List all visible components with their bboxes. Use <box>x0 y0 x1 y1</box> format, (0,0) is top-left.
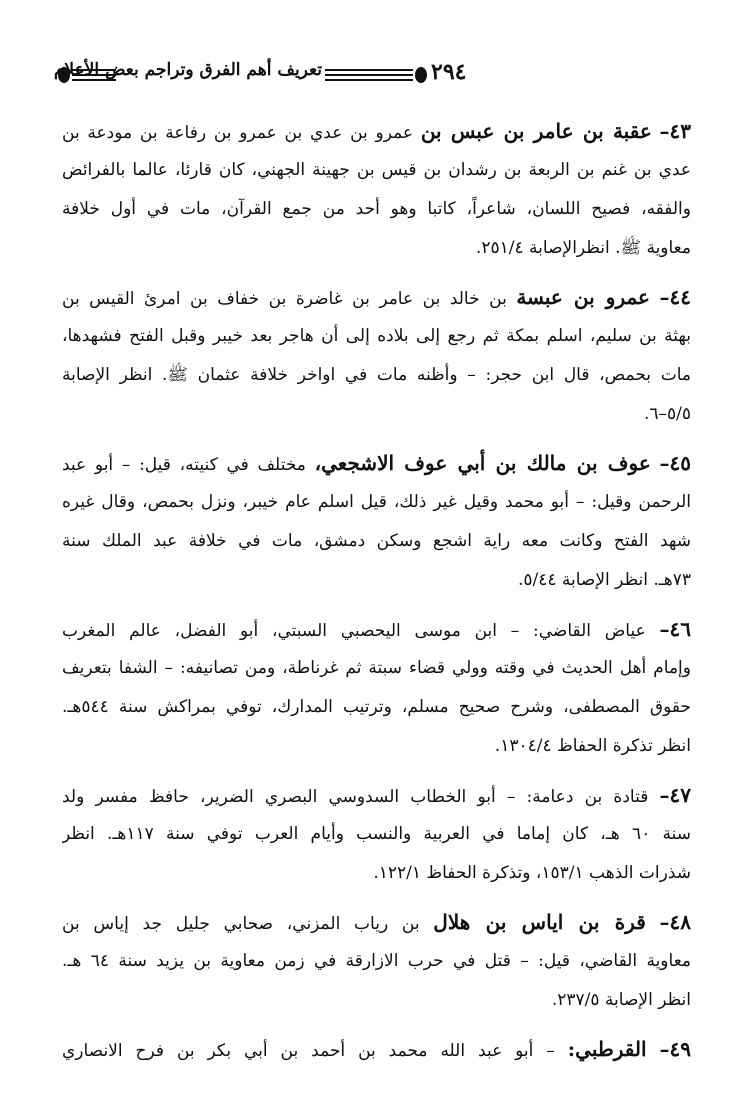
biography-entry-49 <box>62 1030 691 1069</box>
biography-entry-44 <box>62 278 691 434</box>
biography-entry-43 <box>62 112 691 268</box>
entry-text: – أبو عبد الله محمد بن أحمد بن أبي بكر بن فرح الانصاري <box>62 1041 555 1061</box>
entry-number: ٤٩– <box>659 1037 691 1061</box>
entry-line <box>62 278 691 317</box>
header-ornament-bullet <box>415 67 427 83</box>
entry-text: عياض القاضي: – ابن موسى اليحصبي السبتي، أبو الفضل، عالم المغرب <box>62 621 646 641</box>
entry-line: معاوية القاضي، قيل: – قتل في حرب الازارقة في زمن معاوية بن يزيد سنة ٦٤ هـ. <box>62 951 691 971</box>
entry-text: قتادة بن دعامة: – أبو الخطاب السدوسي البصري الضرير، حافظ مفسر ولد <box>62 787 649 807</box>
entry-line: بهثة بن سليم، اسلم بمكة ثم رجع إلى بلاده إلى أن هاجر بعد خيبر وقبل الفتح فشهدها، <box>62 326 691 346</box>
entry-number: ٤٦– <box>659 617 691 641</box>
entry-number: ٤٣– <box>659 119 691 143</box>
entry-line: حقوق المصطفى، وشرح صحيح مسلم، وترتيب المدارك، توفي بمراكش سنة ٥٤٤هـ. <box>62 697 691 717</box>
entry-line: ٥/٥–٦. <box>643 404 691 424</box>
entry-line: عدي بن غنم بن الربعة بن رشدان بن قيس بن جهينة الجهني، كان قارئا، عالما بالفرائض <box>62 160 691 180</box>
biography-entry-47 <box>62 776 691 893</box>
entry-number: ٤٤– <box>659 285 691 309</box>
entry-line: سنة ٦٠ هـ، كان إماما في العربية والنسب وأيام العرب توفي سنة ١١٧هـ. انظر <box>62 824 691 844</box>
running-header <box>53 58 691 92</box>
entry-line: انظر تذكرة الحفاظ ١٣٠٤/٤. <box>494 736 691 756</box>
entry-line <box>62 112 691 151</box>
entry-line: وإمام أهل الحديث في وقته وولي قضاء سبتة ثم غرناطة، ومن تصانيفه: – الشفا بتعريف <box>62 658 691 678</box>
biographies-list <box>62 112 691 1079</box>
header-ornament-rule <box>325 69 413 81</box>
entry-line <box>62 903 691 942</box>
entry-line: شهد الفتح وكانت معه راية اشجع وسكن دمشق، مات في خلافة عبد الملك سنة <box>62 531 691 551</box>
entry-line: ٧٣هـ. انظر الإصابة ٥/٤٤. <box>517 570 691 590</box>
entry-name: قرة بن اياس بن هلال <box>433 910 646 934</box>
entry-line <box>62 610 691 649</box>
entry-name: عوف بن مالك بن أبي عوف الاشجعي، <box>314 451 651 475</box>
entry-name: عقبة بن عامر بن عبس بن <box>420 119 652 143</box>
entry-line: والفقه، فصيح اللسان، شاعراً، كاتبا وهو أحد من جمع القرآن، مات في أول خلافة <box>62 199 691 219</box>
entry-line: شذرات الذهب ١٥٣/١، وتذكرة الحفاظ ١٢٢/١. <box>373 863 691 883</box>
entry-text: مختلف في كنيته، قيل: – أبو عبد <box>62 455 306 475</box>
entry-line: انظر الإصابة ٢٣٧/٥. <box>551 990 691 1010</box>
biography-entry-45 <box>62 444 691 600</box>
entry-line <box>62 1030 691 1069</box>
entry-line <box>62 776 691 815</box>
entry-name: القرطبي: <box>567 1037 647 1061</box>
biography-entry-46 <box>62 610 691 766</box>
entry-line: الرحمن وقيل: – أبو محمد وقيل غير ذلك، قيل اسلم عام خيبر، ونزل بحمص، وقال غيره <box>62 492 691 512</box>
entry-text: بن خالد بن عامر بن غاضرة بن خفاف بن امرئ القيس بن <box>62 289 507 309</box>
entry-number: ٤٨– <box>659 910 691 934</box>
entry-name: عمرو بن عبسة <box>516 285 650 309</box>
biography-entry-48 <box>62 903 691 1020</box>
page-number: ٢٩٤ <box>431 59 467 85</box>
entry-text: بن رياب المزني، صحابي جليل جد إياس بن <box>62 914 420 934</box>
entry-line <box>62 444 691 483</box>
entry-line: معاوية ﷺ. انظرالإصابة ٢٥١/٤. <box>475 238 691 258</box>
header-title: تعريف أهم الفرق وتراجم بعض الأعلام <box>53 60 322 80</box>
entry-line: مات بحمص، قال ابن حجر: – وأظنه مات في اواخر خلافة عثمان ﷺ. انظر الإصابة <box>62 365 691 385</box>
entry-number: ٤٧– <box>659 783 691 807</box>
entry-text: عمرو بن عدي بن عمرو بن رفاعة بن مودعة بن <box>62 123 414 143</box>
entry-number: ٤٥– <box>659 451 691 475</box>
